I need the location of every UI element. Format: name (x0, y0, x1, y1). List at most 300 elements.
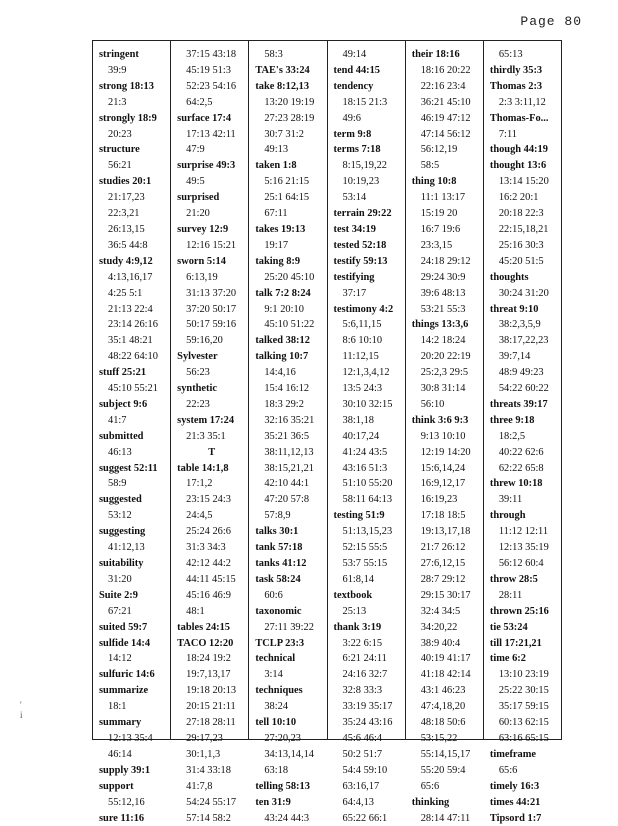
index-term: sulfide 14:4 (99, 636, 168, 652)
page-line-reference: 21:17,23 (99, 190, 168, 206)
page-line-reference: 53:21 55:3 (412, 302, 481, 318)
page-line-reference: 22:23 (177, 397, 246, 413)
index-term: TAE's 33:24 (255, 63, 324, 79)
page-line-reference: 34:13,14,14 (255, 747, 324, 763)
index-column-5 (405, 41, 483, 739)
page-line-reference: 15:19 20 (412, 206, 481, 222)
page-line-reference: 14:4,16 (255, 365, 324, 381)
page-line-reference: 39:6 48:13 (412, 286, 481, 302)
page-line-reference: 29:15 30:17 (412, 588, 481, 604)
page-line-reference: 63:18 (255, 763, 324, 779)
index-term: takes 19:13 (255, 222, 324, 238)
page-line-reference: 38:9 40:4 (412, 636, 481, 652)
page-line-reference: 65:22 66:1 (334, 811, 403, 826)
page-line-reference: 15:6,14,24 (412, 461, 481, 477)
index-term: take 8:12,13 (255, 79, 324, 95)
page-line-reference: 56:23 (177, 365, 246, 381)
page-line-reference: 27:23 28:19 (255, 111, 324, 127)
page-line-reference: 26:13,15 (99, 222, 168, 238)
page-line-reference: 8:15,19,22 (334, 158, 403, 174)
index-term: surprise 49:3 (177, 158, 246, 174)
index-column-4 (327, 41, 405, 739)
page-line-reference: 47:20 57:8 (255, 492, 324, 508)
index-term: suggesting (99, 524, 168, 540)
page-line-reference: 17:13 42:11 (177, 127, 246, 143)
page-line-reference: 65:13 (490, 47, 559, 63)
page-line-reference: 16:2 20:1 (490, 190, 559, 206)
page-line-reference: 48:22 64:10 (99, 349, 168, 365)
page-line-reference: 31:13 37:20 (177, 286, 246, 302)
index-term: system 17:24 (177, 413, 246, 429)
index-term: task 58:24 (255, 572, 324, 588)
page-number: Page 80 (520, 14, 582, 29)
index-term: structure (99, 142, 168, 158)
word-index-table (92, 40, 562, 740)
index-term: suggested (99, 492, 168, 508)
margin-marks (20, 700, 23, 720)
page-line-reference: 35:21 36:5 (255, 429, 324, 445)
page-line-reference: 43:16 51:3 (334, 461, 403, 477)
page-line-reference: 49:5 (177, 174, 246, 190)
page-line-reference: 62:22 65:8 (490, 461, 559, 477)
page-line-reference: 53:14 (334, 190, 403, 206)
page-line-reference: 50:17 59:16 (177, 317, 246, 333)
page-line-reference: 12:13 35:19 (490, 540, 559, 556)
page-line-reference: 30:10 32:15 (334, 397, 403, 413)
page-line-reference: 25:22 30:15 (490, 683, 559, 699)
page-line-reference: 5:6,11,15 (334, 317, 403, 333)
page-line-reference: 3:22 6:15 (334, 636, 403, 652)
index-term: thing 10:8 (412, 174, 481, 190)
index-term: testify 59:13 (334, 254, 403, 270)
index-term: tendency (334, 79, 403, 95)
page-line-reference: 16:19,23 (412, 492, 481, 508)
index-term: taxonomic (255, 604, 324, 620)
page-line-reference: 27:20,23 (255, 731, 324, 747)
page-line-reference: 21:13 22:4 (99, 302, 168, 318)
index-term: tables 24:15 (177, 620, 246, 636)
page-line-reference: 54:22 60:22 (490, 381, 559, 397)
page-line-reference: 53:15,22 (412, 731, 481, 747)
page-line-reference: 3:14 (255, 667, 324, 683)
page-line-reference: 17:18 18:5 (412, 508, 481, 524)
index-term: Tipsord 1:7 (490, 811, 559, 826)
index-term: summarize (99, 683, 168, 699)
page-line-reference: 42:12 44:2 (177, 556, 246, 572)
page-line-reference: 23:14 26:16 (99, 317, 168, 333)
page-line-reference: 45:19 51:3 (177, 63, 246, 79)
index-term: thirdly 35:3 (490, 63, 559, 79)
page-line-reference: 27:6,12,15 (412, 556, 481, 572)
page-line-reference: 4:25 5:1 (99, 286, 168, 302)
page-line-reference: 39:9 (99, 63, 168, 79)
page-line-reference: 55:14,15,17 (412, 747, 481, 763)
page-line-reference: 23:3,15 (412, 238, 481, 254)
index-term: time 6:2 (490, 651, 559, 667)
page-line-reference: 34:20,22 (412, 620, 481, 636)
index-term: tell 10:10 (255, 715, 324, 731)
page-line-reference: 27:11 39:22 (255, 620, 324, 636)
page-line-reference: 28:11 (490, 588, 559, 604)
index-term: thrown 25:16 (490, 604, 559, 620)
page-line-reference: 31:4 33:18 (177, 763, 246, 779)
index-term: surprised (177, 190, 246, 206)
page-line-reference: 17:1,2 (177, 476, 246, 492)
page-line-reference: 49:6 (334, 111, 403, 127)
page-line-reference: 20:18 22:3 (490, 206, 559, 222)
index-term: testifying (334, 270, 403, 286)
index-term: Sylvester (177, 349, 246, 365)
page-line-reference: 49:13 (255, 142, 324, 158)
index-term: ten 31:9 (255, 795, 324, 811)
page-line-reference: 55:12,16 (99, 795, 168, 811)
page-line-reference: 60:13 62:15 (490, 715, 559, 731)
page-line-reference: 67:21 (99, 604, 168, 620)
page-line-reference: 45:10 55:21 (99, 381, 168, 397)
page-line-reference: 13:5 24:3 (334, 381, 403, 397)
index-term: synthetic (177, 381, 246, 397)
page-line-reference: 65:6 (412, 779, 481, 795)
page-line-reference: 30:7 31:2 (255, 127, 324, 143)
page-line-reference: 50:2 51:7 (334, 747, 403, 763)
page-line-reference: 20:23 (99, 127, 168, 143)
page-line-reference: 43:1 46:23 (412, 683, 481, 699)
page-line-reference: 20:15 21:11 (177, 699, 246, 715)
index-term: tested 52:18 (334, 238, 403, 254)
page-line-reference: 2:3 3:11,12 (490, 95, 559, 111)
page-line-reference: 45:10 51:22 (255, 317, 324, 333)
page-line-reference: 9:13 10:10 (412, 429, 481, 445)
index-term: though 44:19 (490, 142, 559, 158)
page-line-reference: 36:21 45:10 (412, 95, 481, 111)
page-line-reference: 54:4 59:10 (334, 763, 403, 779)
page-line-reference: 4:13,16,17 (99, 270, 168, 286)
page-line-reference: 48:9 49:23 (490, 365, 559, 381)
page-line-reference: 39:11 (490, 492, 559, 508)
margin-mark: i (20, 710, 23, 720)
page-line-reference: 13:20 19:19 (255, 95, 324, 111)
page-line-reference: 36:5 44:8 (99, 238, 168, 254)
index-term: thank 3:19 (334, 620, 403, 636)
page-line-reference: 56:12,19 (412, 142, 481, 158)
page-line-reference: 38:15,21,21 (255, 461, 324, 477)
index-term: table 14:1,8 (177, 461, 246, 477)
page-line-reference: 64:2,5 (177, 95, 246, 111)
page-line-reference: 25:20 45:10 (255, 270, 324, 286)
index-term: threw 10:18 (490, 476, 559, 492)
page-line-reference: 12:16 15:21 (177, 238, 246, 254)
page-line-reference: 9:1 20:10 (255, 302, 324, 318)
page-line-reference: 5:16 21:15 (255, 174, 324, 190)
page-line-reference: 45:16 46:9 (177, 588, 246, 604)
index-column-6 (483, 41, 561, 739)
page-line-reference: 37:17 (334, 286, 403, 302)
index-column-3 (248, 41, 326, 739)
index-term: thinking (412, 795, 481, 811)
index-term: talking 10:7 (255, 349, 324, 365)
page-line-reference: 30:24 31:20 (490, 286, 559, 302)
page-line-reference: 41:18 42:14 (412, 667, 481, 683)
page-line-reference: 38:2,3,5,9 (490, 317, 559, 333)
index-term: textbook (334, 588, 403, 604)
page-line-reference: 46:14 (99, 747, 168, 763)
page-line-reference: 39:7,14 (490, 349, 559, 365)
page-line-reference: 43:24 44:3 (255, 811, 324, 826)
index-term: threat 9:10 (490, 302, 559, 318)
page-line-reference: 19:7,13,17 (177, 667, 246, 683)
page-line-reference: 12:1,3,4,12 (334, 365, 403, 381)
page-line-reference: 18:24 19:2 (177, 651, 246, 667)
page-line-reference: 58:9 (99, 476, 168, 492)
page-line-reference: 6:21 24:11 (334, 651, 403, 667)
page-line-reference: 56:10 (412, 397, 481, 413)
page-line-reference: 12:13 35:4 (99, 731, 168, 747)
page-line-reference: 35:17 59:15 (490, 699, 559, 715)
page-line-reference: 24:16 32:7 (334, 667, 403, 683)
page-line-reference: 21:3 35:1 (177, 429, 246, 445)
index-term: support (99, 779, 168, 795)
page-line-reference: 25:1 64:15 (255, 190, 324, 206)
page-line-reference: 64:4,13 (334, 795, 403, 811)
index-term: Suite 2:9 (99, 588, 168, 604)
page-line-reference: 55:20 59:4 (412, 763, 481, 779)
index-term: terms 7:18 (334, 142, 403, 158)
index-term: thoughts (490, 270, 559, 286)
index-term: timeframe (490, 747, 559, 763)
page-line-reference: 31:20 (99, 572, 168, 588)
page-line-reference: 25:13 (334, 604, 403, 620)
index-term: thought 13:6 (490, 158, 559, 174)
index-term: sworn 5:14 (177, 254, 246, 270)
index-term: tank 57:18 (255, 540, 324, 556)
page-line-reference: 29:24 30:9 (412, 270, 481, 286)
page-line-reference: 33:19 35:17 (334, 699, 403, 715)
page-line-reference: 23:15 24:3 (177, 492, 246, 508)
page-line-reference: 19:13,17,18 (412, 524, 481, 540)
index-term: taking 8:9 (255, 254, 324, 270)
page-line-reference: 45:6 46:4 (334, 731, 403, 747)
page-line-reference: 52:15 55:5 (334, 540, 403, 556)
page-line-reference: 47:9 (177, 142, 246, 158)
page-line-reference: 18:3 29:2 (255, 397, 324, 413)
index-term: things 13:3,6 (412, 317, 481, 333)
page-line-reference: 31:3 34:3 (177, 540, 246, 556)
page-line-reference: 13:14 15:20 (490, 174, 559, 190)
index-term: through (490, 508, 559, 524)
page-line-reference: 25:2,3 29:5 (412, 365, 481, 381)
page-line-reference: 56:21 (99, 158, 168, 174)
page-line-reference: 54:24 55:17 (177, 795, 246, 811)
page-line-reference: 32:16 35:21 (255, 413, 324, 429)
index-term: telling 58:13 (255, 779, 324, 795)
page-line-reference: 40:17,24 (334, 429, 403, 445)
page-line-reference: 11:12,15 (334, 349, 403, 365)
page-line-reference: 14:2 18:24 (412, 333, 481, 349)
page-line-reference: 37:20 50:17 (177, 302, 246, 318)
page-line-reference: 18:2,5 (490, 429, 559, 445)
page-line-reference: 48:1 (177, 604, 246, 620)
index-term: study 4:9,12 (99, 254, 168, 270)
index-term: subject 9:6 (99, 397, 168, 413)
index-term: sure 11:16 (99, 811, 168, 826)
page-line-reference: 57:8,9 (255, 508, 324, 524)
index-term: terrain 29:22 (334, 206, 403, 222)
index-term: testimony 4:2 (334, 302, 403, 318)
page-line-reference: 41:7 (99, 413, 168, 429)
page-line-reference: 20:20 22:19 (412, 349, 481, 365)
index-term: times 44:21 (490, 795, 559, 811)
index-term: tanks 41:12 (255, 556, 324, 572)
page-line-reference: 15:4 16:12 (255, 381, 324, 397)
page-line-reference: 51:10 55:20 (334, 476, 403, 492)
index-term: term 9:8 (334, 127, 403, 143)
index-column-1 (93, 41, 170, 739)
index-term: think 3:6 9:3 (412, 413, 481, 429)
page-line-reference: 41:24 43:5 (334, 445, 403, 461)
page-line-reference: 63:16 65:15 (490, 731, 559, 747)
index-term: taken 1:8 (255, 158, 324, 174)
index-term: throw 28:5 (490, 572, 559, 588)
index-term: sulfuric 14:6 (99, 667, 168, 683)
page-line-reference: 6:13,19 (177, 270, 246, 286)
page-line-reference: 44:11 45:15 (177, 572, 246, 588)
index-term: tend 44:15 (334, 63, 403, 79)
page-line-reference: 63:16,17 (334, 779, 403, 795)
page-line-reference: 41:12,13 (99, 540, 168, 556)
index-term: their 18:16 (412, 47, 481, 63)
index-term: suitability (99, 556, 168, 572)
index-term: TACO 12:20 (177, 636, 246, 652)
index-term: submitted (99, 429, 168, 445)
margin-mark: ' (20, 700, 23, 710)
page-line-reference: 32:4 34:5 (412, 604, 481, 620)
index-term: talks 30:1 (255, 524, 324, 540)
page-line-reference: 28:7 29:12 (412, 572, 481, 588)
index-term: strongly 18:9 (99, 111, 168, 127)
index-term: summary (99, 715, 168, 731)
page-line-reference: 53:12 (99, 508, 168, 524)
page-line-reference: 32:8 33:3 (334, 683, 403, 699)
index-term: test 34:19 (334, 222, 403, 238)
page-line-reference: 49:14 (334, 47, 403, 63)
page-line-reference: 10:19,23 (334, 174, 403, 190)
page-line-reference: 19:17 (255, 238, 324, 254)
index-term: Thomas-Fo... (490, 111, 559, 127)
page-line-reference: 30:1,1,3 (177, 747, 246, 763)
page-line-reference: 29:17,23 (177, 731, 246, 747)
page-line-reference: 22:15,18,21 (490, 222, 559, 238)
index-term: studies 20:1 (99, 174, 168, 190)
index-column-2 (170, 41, 248, 739)
page-line-reference: 27:18 28:11 (177, 715, 246, 731)
page-line-reference: 24:4,5 (177, 508, 246, 524)
index-term: timely 16:3 (490, 779, 559, 795)
page-line-reference: 38:24 (255, 699, 324, 715)
index-term: suited 59:7 (99, 620, 168, 636)
page-line-reference: 22:16 23:4 (412, 79, 481, 95)
page-line-reference: 51:13,15,23 (334, 524, 403, 540)
page-line-reference: 47:14 56:12 (412, 127, 481, 143)
page-line-reference: 28:14 47:11 (412, 811, 481, 826)
page-line-reference: 40:22 62:6 (490, 445, 559, 461)
index-term: stuff 25:21 (99, 365, 168, 381)
page-line-reference: 40:19 41:17 (412, 651, 481, 667)
page-line-reference: 38:11,12,13 (255, 445, 324, 461)
page-line-reference: 13:10 23:19 (490, 667, 559, 683)
index-term: three 9:18 (490, 413, 559, 429)
page-line-reference: 11:1 13:17 (412, 190, 481, 206)
page-line-reference: 25:16 30:3 (490, 238, 559, 254)
page-line-reference: 16:9,12,17 (412, 476, 481, 492)
page-line-reference: 52:23 54:16 (177, 79, 246, 95)
page-line-reference: 21:3 (99, 95, 168, 111)
index-term: TCLP 23:3 (255, 636, 324, 652)
page-line-reference: 38:17,22,23 (490, 333, 559, 349)
page-line-reference: 21:20 (177, 206, 246, 222)
page-line-reference: 57:14 58:2 (177, 811, 246, 826)
page-line-reference: 7:11 (490, 127, 559, 143)
page-line-reference: 11:12 12:11 (490, 524, 559, 540)
index-term: supply 39:1 (99, 763, 168, 779)
page-line-reference: 41:7,8 (177, 779, 246, 795)
page-line-reference: 47:4,18,20 (412, 699, 481, 715)
index-term: threats 39:17 (490, 397, 559, 413)
page-line-reference: 61:8,14 (334, 572, 403, 588)
index-term: testing 51:9 (334, 508, 403, 524)
page-line-reference: 14:12 (99, 651, 168, 667)
page-line-reference: 60:6 (255, 588, 324, 604)
page-line-reference: 45:20 51:5 (490, 254, 559, 270)
index-term: Thomas 2:3 (490, 79, 559, 95)
page-line-reference: 35:1 48:21 (99, 333, 168, 349)
page-line-reference: 67:11 (255, 206, 324, 222)
index-term: talked 38:12 (255, 333, 324, 349)
page-line-reference: 22:3,21 (99, 206, 168, 222)
page-line-reference: 46:13 (99, 445, 168, 461)
section-letter: T (177, 445, 246, 461)
page-line-reference: 21:7 26:12 (412, 540, 481, 556)
page-line-reference: 48:18 50:6 (412, 715, 481, 731)
index-term: stringent (99, 47, 168, 63)
page-line-reference: 38:1,18 (334, 413, 403, 429)
page-line-reference: 58:3 (255, 47, 324, 63)
index-term: techniques (255, 683, 324, 699)
index-term: technical (255, 651, 324, 667)
page-line-reference: 18:15 21:3 (334, 95, 403, 111)
index-term: survey 12:9 (177, 222, 246, 238)
page-line-reference: 56:12 60:4 (490, 556, 559, 572)
page-line-reference: 19:18 20:13 (177, 683, 246, 699)
page-line-reference: 58:5 (412, 158, 481, 174)
page-line-reference: 37:15 43:18 (177, 47, 246, 63)
index-term: tie 53:24 (490, 620, 559, 636)
page-line-reference: 8:6 10:10 (334, 333, 403, 349)
page-line-reference: 46:19 47:12 (412, 111, 481, 127)
index-term: talk 7:2 8:24 (255, 286, 324, 302)
index-term: surface 17:4 (177, 111, 246, 127)
page-line-reference: 35:24 43:16 (334, 715, 403, 731)
index-term: till 17:21,21 (490, 636, 559, 652)
page-line-reference: 18:16 20:22 (412, 63, 481, 79)
page-line-reference: 30:8 31:14 (412, 381, 481, 397)
page-line-reference: 53:7 55:15 (334, 556, 403, 572)
page-line-reference: 12:19 14:20 (412, 445, 481, 461)
page-line-reference: 25:24 26:6 (177, 524, 246, 540)
page-line-reference: 42:10 44:1 (255, 476, 324, 492)
page-line-reference: 24:18 29:12 (412, 254, 481, 270)
page-line-reference: 58:11 64:13 (334, 492, 403, 508)
page-line-reference: 59:16,20 (177, 333, 246, 349)
